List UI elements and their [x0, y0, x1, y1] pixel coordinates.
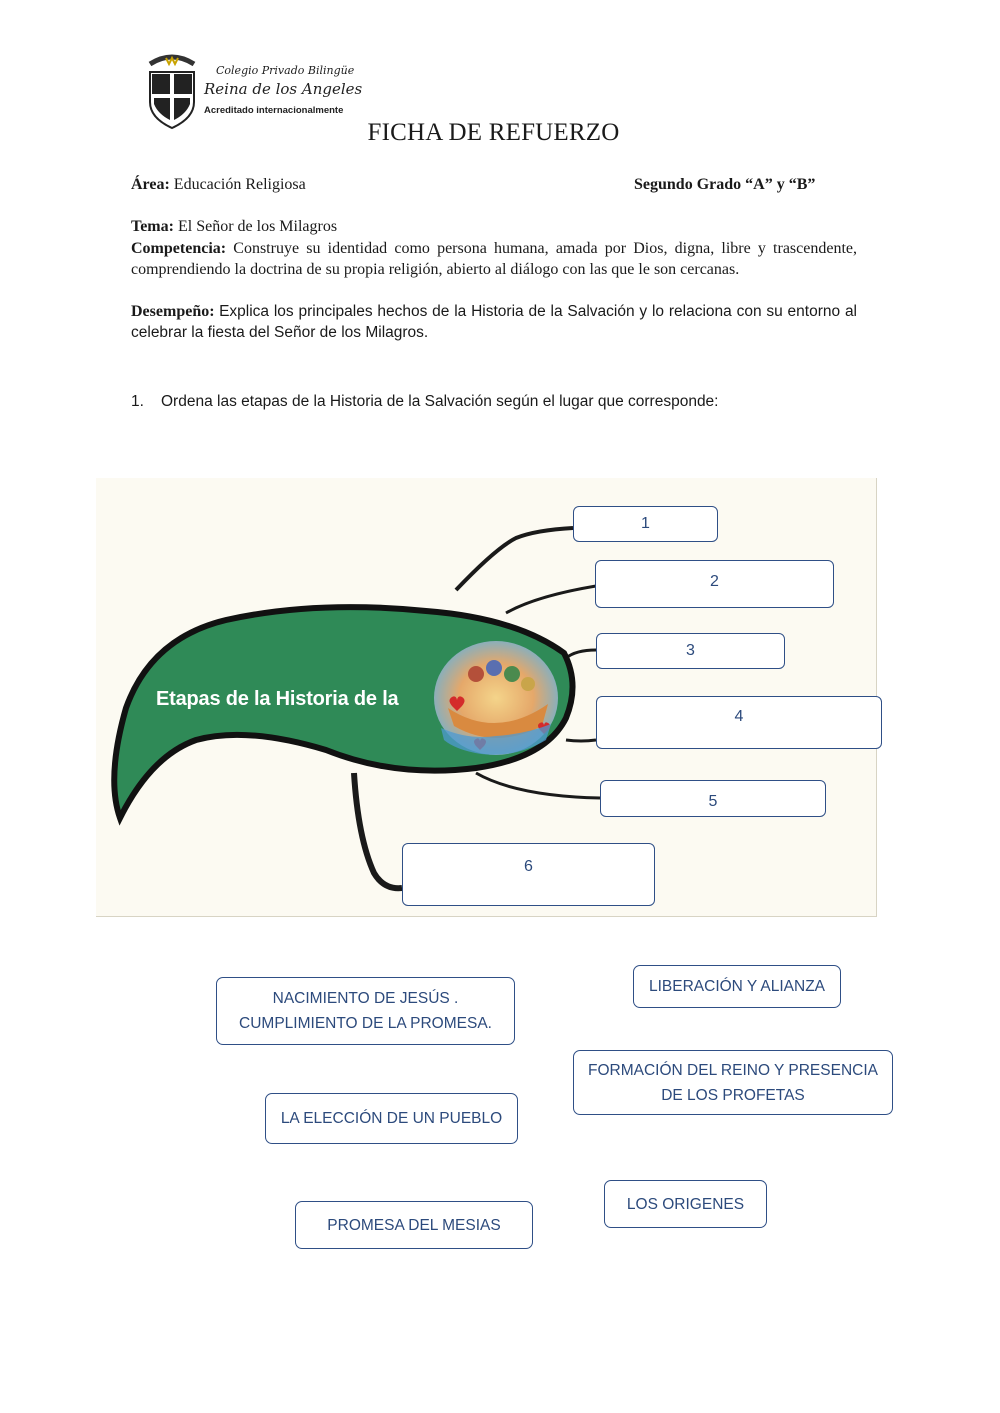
competencia-value: Construye su identidad como persona humana, amada por Dios, digna, libre y trascendente, comprendiendo la doctrina de su propia religión, abierto al diálogo con las que le son cercanas. — [131, 240, 858, 278]
slot-number: 4 — [734, 708, 744, 725]
desempeno-paragraph — [131, 301, 857, 343]
card-promesa-del-mesias[interactable] — [295, 1201, 533, 1249]
connector-3 — [566, 650, 596, 658]
photo-figure — [468, 666, 484, 682]
school-accreditation: Acreditado internacionalmente — [204, 105, 344, 116]
answer-slot-5[interactable] — [600, 780, 826, 817]
card-label: PROMESA DEL MESIAS — [327, 1216, 501, 1234]
area-value: Educación Religiosa — [173, 176, 306, 193]
page-title: FICHA DE REFUERZO — [367, 119, 620, 146]
slot-number: 2 — [710, 573, 719, 590]
connector-2 — [506, 586, 596, 613]
card-nacimiento-de-jesus[interactable] — [216, 977, 515, 1045]
school-tagline: Colegio Privado Bilingüe — [216, 64, 355, 77]
tema-line — [131, 216, 337, 237]
grade-label: Segundo Grado “A” y “B” — [634, 176, 816, 193]
desempeno-label: Desempeño: — [131, 303, 215, 320]
answer-slot-6[interactable] — [402, 843, 655, 906]
photo-figure — [504, 666, 520, 682]
card-label: LA ELECCIÓN DE UN PUEBLO — [280, 1110, 503, 1127]
card-formacion-del-reino[interactable] — [573, 1050, 893, 1115]
competencia-paragraph — [131, 238, 857, 280]
salvation-history-diagram — [96, 478, 877, 917]
answer-slot-4[interactable] — [596, 696, 882, 749]
slot-number: 6 — [524, 858, 533, 875]
question-number: 1. — [131, 393, 144, 410]
competencia-label: Competencia: — [131, 240, 227, 257]
answer-slot-3[interactable] — [596, 633, 785, 669]
card-label: FORMACIÓN DEL REINO Y PRESENCIA DE LOS PROFETAS — [588, 1061, 878, 1104]
card-los-origenes[interactable] — [604, 1180, 767, 1228]
connector-5 — [476, 773, 600, 798]
card-label: LIBERACIÓN Y ALIANZA — [648, 978, 826, 995]
card-label: LOS ORIGENES — [626, 1195, 745, 1213]
connector-4 — [566, 740, 596, 741]
desempeno-value: Explica los principales hechos de la Historia de la Salvación y lo relaciona con su entorno al celebrar la fiesta del Señor de los Milagros. — [131, 303, 858, 341]
area-label: Área: — [131, 176, 170, 193]
tema-label: Tema: — [131, 218, 174, 235]
card-label: NACIMIENTO DE JESÚS . CUMPLIMIENTO DE LA PROMESA. — [239, 990, 492, 1032]
connector-6 — [354, 773, 402, 888]
question-text: Ordena las etapas de la Historia de la Salvación según el lugar que corresponde: — [161, 393, 719, 410]
area-line — [131, 174, 306, 195]
answer-slot-1[interactable] — [573, 506, 718, 542]
slot-number: 1 — [641, 515, 650, 532]
slot-number: 5 — [708, 793, 718, 810]
card-eleccion-de-un-pueblo[interactable] — [265, 1093, 518, 1144]
photo-figure — [521, 677, 535, 691]
answer-slot-2[interactable] — [595, 560, 834, 608]
question-1 — [131, 393, 719, 411]
card-liberacion-y-alianza[interactable] — [633, 965, 841, 1008]
tema-value: El Señor de los Milagros — [177, 218, 338, 235]
photo-figure — [486, 660, 502, 676]
slot-number: 3 — [686, 642, 695, 659]
diagram-title: Etapas de la Historia de la — [156, 688, 399, 710]
school-name: Reina de los Angeles — [204, 80, 363, 98]
connector-1 — [456, 528, 573, 590]
